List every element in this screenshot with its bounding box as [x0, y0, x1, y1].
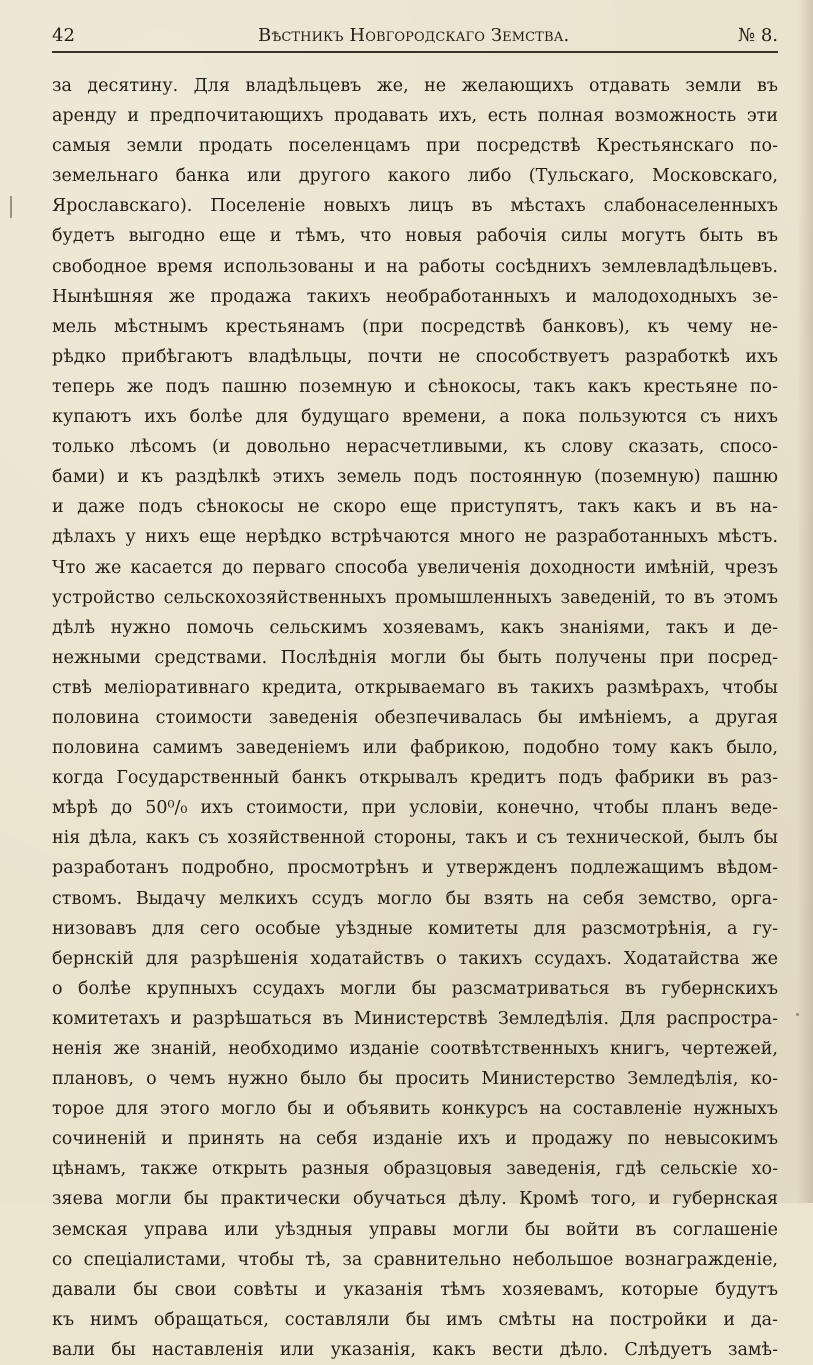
text-line: къ нимъ обращаться, составляли бы имъ смѣты на постройки и да-: [52, 1309, 778, 1330]
text-line: только лѣсомъ (и довольно нерасчетливыми, къ слову сказать, спосо-: [52, 437, 778, 458]
text-line: комитетахъ и разрѣшаться въ Министерствѣ Земледѣлія. Для распростра-: [52, 1008, 778, 1029]
text-line: аренду и предпочитающихъ продавать ихъ, есть полная возможность эти: [52, 106, 778, 127]
text-line: Ярославскаго). Поселеніе новыхъ лицъ въ мѣстахъ слабонаселенныхъ: [52, 196, 778, 217]
body-text: [52, 71, 778, 1365]
margin-mark: [10, 196, 12, 218]
text-line: половина стоимости заведенія обезпечивалась бы имѣніемъ, а другая: [52, 707, 778, 728]
page-header: [52, 22, 778, 50]
text-line: цѣнамъ, также открыть разныя образцовыя заведенія, гдѣ сельскіе хо-: [52, 1159, 778, 1180]
text-line: мель мѣстнымъ крестьянамъ (при посредствѣ банковъ), къ чему не-: [52, 316, 778, 337]
text-line: купаютъ ихъ болѣе для будущаго времени, а пока пользуются съ нихъ: [52, 407, 778, 428]
text-line: торое для этого могло бы и объявить конкурсъ на составленіе нужныхъ: [52, 1099, 778, 1120]
text-line: бернскій для разрѣшенія ходатайствъ о такихъ ссудахъ. Ходатайства же: [52, 948, 778, 969]
issue-number: № 8.: [738, 25, 778, 46]
text-line: нежными средствами. Послѣднія могли бы быть получены при посред-: [52, 647, 778, 668]
text-line: о болѣе крупныхъ ссудахъ могли бы разсматриваться въ губернскихъ: [52, 978, 778, 999]
text-line: сочиненій и принять на себя изданіе ихъ и продажу по невысокимъ: [52, 1129, 778, 1150]
text-line: ствѣ меліоративнаго кредита, открываемаго въ такихъ размѣрахъ, чтобы: [52, 677, 778, 698]
text-line: плановъ, о чемъ нужно было бы просить Министерство Земледѣлія, ко-: [52, 1069, 778, 1090]
text-line: зяева могли бы практически обучаться дѣлу. Кромѣ того, и губернская: [52, 1189, 778, 1210]
text-line: рѣдко прибѣгаютъ владѣльцы, почти не способствуетъ разработкѣ ихъ: [52, 346, 778, 367]
page-number: 42: [52, 25, 75, 46]
page-edge-shadow: [797, 0, 813, 1203]
text-line: дѣлѣ нужно помочь сельскимъ хозяевамъ, какъ знаніями, такъ и де-: [52, 617, 778, 638]
running-head: Вѣстникъ Новгородскаго Земства.: [258, 25, 570, 46]
text-line: устройство сельскохозяйственныхъ промышленныхъ заведеній, то въ этомъ: [52, 587, 778, 608]
text-line: теперь же подъ пашню поземную и сѣнокосы, такъ какъ крестьяне по-: [52, 376, 778, 397]
text-line: когда Государственный банкъ открывалъ кредитъ подъ фабрики въ раз-: [52, 768, 778, 789]
text-line: разработанъ подробно, просмотрѣнъ и утвержденъ подлежащимъ вѣдом-: [52, 858, 778, 879]
text-line: земская управа или уѣздныя управы могли бы войти въ соглашеніе: [52, 1219, 778, 1240]
text-line: будетъ выгодно еще и тѣмъ, что новыя рабочія силы могутъ быть въ: [52, 226, 778, 247]
text-line: Нынѣшняя же продажа такихъ необработанныхъ и малодоходныхъ зе-: [52, 286, 778, 307]
text-line: половина самимъ заведеніемъ или фабрикою, подобно тому какъ было,: [52, 738, 778, 759]
text-line: дѣлахъ у нихъ еще нерѣдко встрѣчаются много не разработанныхъ мѣстъ.: [52, 527, 778, 548]
text-line: земельнаго банка или другого какого либо (Тульскаго, Московскаго,: [52, 166, 778, 187]
text-line: со спеціалистами, чтобы тѣ, за сравнительно небольшое вознагражденіе,: [52, 1249, 778, 1270]
text-line: и даже подъ сѣнокосы не скоро еще приступятъ, такъ какъ и въ на-: [52, 497, 778, 518]
text-line: ненія же знаній, необходимо изданіе соотвѣтственныхъ книгъ, чертежей,: [52, 1039, 778, 1059]
text-line: ствомъ. Выдачу мелкихъ ссудъ могло бы взять на себя земство, орга-: [52, 888, 778, 909]
text-line: Что же касается до перваго способа увеличенія доходности имѣній, чрезъ: [52, 557, 778, 578]
text-line: самыя земли продать поселенцамъ при посредствѣ Крестьянскаго по-: [52, 136, 778, 157]
text-line: вали бы наставленія или указанія, какъ вести дѣло. Слѣдуетъ замѣ-: [52, 1339, 778, 1360]
text-line: мѣрѣ до 50⁰/₀ ихъ стоимости, при условіи, конечно, чтобы планъ веде-: [52, 798, 778, 819]
margin-dot: [796, 1013, 799, 1016]
text-line: нія дѣла, какъ съ хозяйственной стороны, такъ и съ технической, былъ бы: [52, 828, 778, 849]
text-line: за десятину. Для владѣльцевъ же, не желающихъ отдавать земли въ: [52, 76, 778, 96]
text-line: давали бы свои совѣты и указанія тѣмъ хозяевамъ, которые будутъ: [52, 1279, 778, 1300]
text-line: низовавъ для сего особые уѣздные комитеты для разсмотрѣнія, а гу-: [52, 918, 778, 939]
text-line: свободное время использованы и на работы сосѣднихъ землевладѣльцевъ.: [52, 256, 778, 277]
text-line: бами) и къ раздѣлкѣ этихъ земель подъ постоянную (поземную) пашню: [52, 467, 778, 488]
header-rule: [52, 51, 778, 53]
